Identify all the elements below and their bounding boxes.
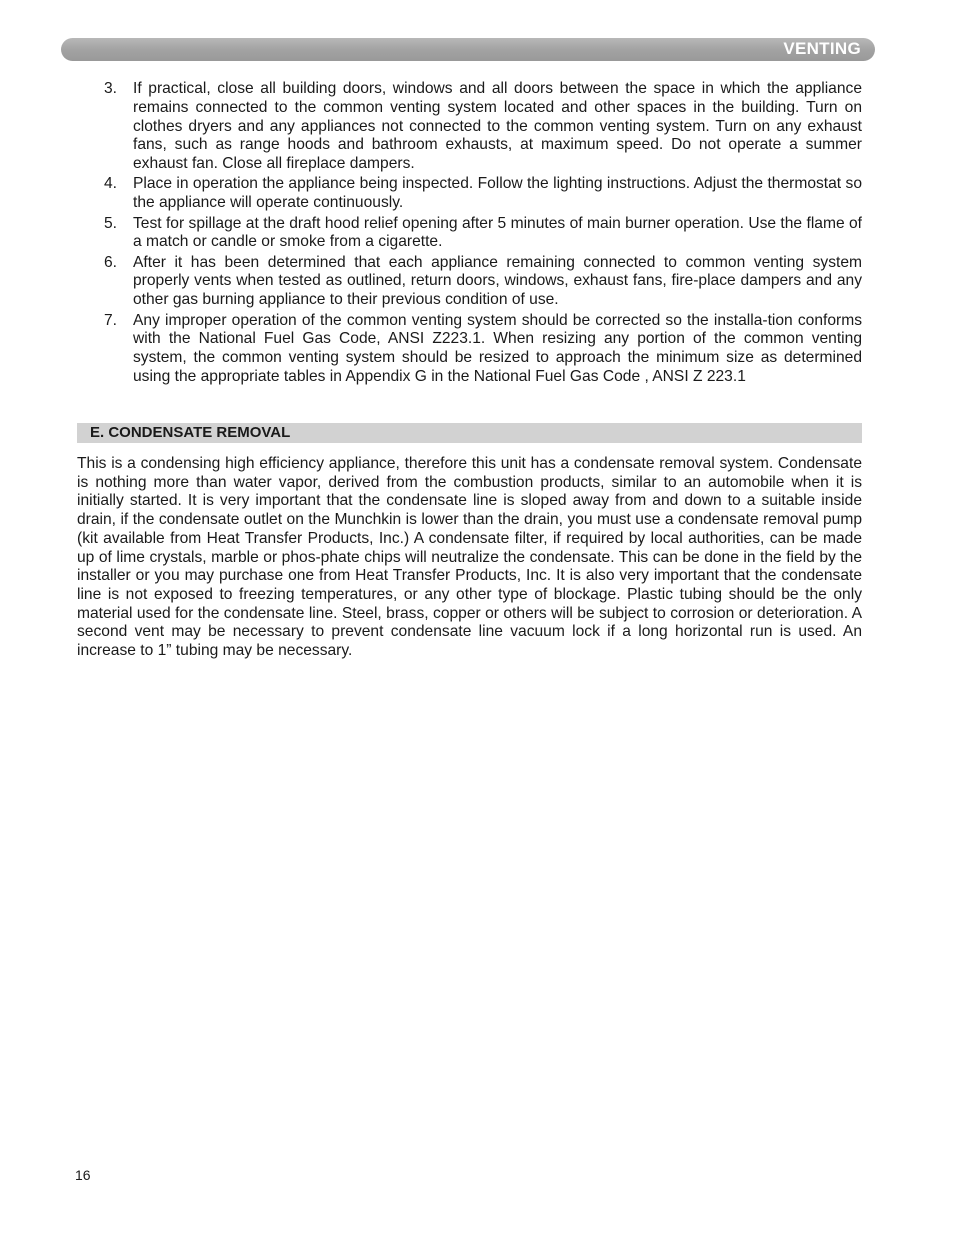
step-number: 5.: [104, 214, 118, 232]
step-text: Place in operation the appliance being inspected. Follow the lighting instructions. Adjust the thermostat so the appliance will operate continuously.: [133, 175, 862, 212]
step-number: 3.: [104, 80, 118, 97]
condensate-removal-heading: E. CONDENSATE REMOVAL: [90, 424, 291, 441]
step-number: 4.: [104, 175, 118, 193]
step-number: 7.: [104, 311, 118, 329]
step-text: If practical, close all building doors, windows and all doors between the space in which the appliance remains connected to the common venting system located and other spaces in the building. Turn on clothes dryers and any appliances not connected to the common venting system. Turn on any exhaust fans, such as range hoods and bathroom exhausts, at maximum speed. Do not operate a summer exhaust fan. Close all fireplace dampers.: [133, 80, 862, 173]
list-item: [104, 175, 862, 213]
list-item: [104, 80, 862, 174]
step-number: 6.: [104, 253, 118, 271]
condensate-removal-paragraph: This is a condensing high efficiency appliance, therefore this unit has a condensate removal system. Condensate is nothing more than water vapor, derived from the combustion products, similar to an automobile when it is initially started. It is very important that the condensate line is sloped away from and down to a suitable inside drain, if the condensate outlet on the Munchkin is lower than the drain, you must use a condensate removal pump (kit available from Heat Transfer Products, Inc.) A condensate filter, if required by local authorities, can be made up of lime crystals, marble or phos-phate chips will neutralize the condensate. This can be done in the field by the installer or you may purchase one from Heat Transfer Products, Inc. It is also very important that the condensate line is not exposed to freezing temperatures, or any other type of blockage. Plastic tubing should be the only material used for the condensate line. Steel, brass, copper or others will be subject to corrosion or deterioration. A second vent may be necessary to prevent condensate line vacuum lock if a long horizontal run is used. An increase to 1” tubing may be necessary.: [77, 455, 862, 660]
list-item: [104, 215, 862, 253]
list-item: [104, 254, 862, 310]
venting-steps-list: [104, 80, 862, 388]
step-text: Any improper operation of the common venting system should be corrected so the installa-tion conforms with the National Fuel Gas Code, ANSI Z223.1. When resizing any portion of the common venting system, the common venting system should be resized to approach the minimum size as determined using the appropriate tables in Appendix G in the National Fuel Gas Code , ANSI Z 223.1: [133, 311, 862, 385]
step-text: After it has been determined that each appliance remaining connected to common venting system properly vents when tested as outlined, return doors, windows, exhaust fans, fire-place dampers and any other gas burning appliance to their previous condition of use.: [133, 253, 862, 309]
section-header-title: VENTING: [783, 39, 861, 58]
condensate-removal-heading-bar: [77, 423, 862, 443]
page-number: 16: [75, 1167, 91, 1183]
section-header-bar: [61, 38, 875, 61]
list-item: [104, 312, 862, 387]
step-text: Test for spillage at the draft hood relief opening after 5 minutes of main burner operation. Use the flame of a match or candle or smoke from a cigarette.: [133, 214, 862, 251]
